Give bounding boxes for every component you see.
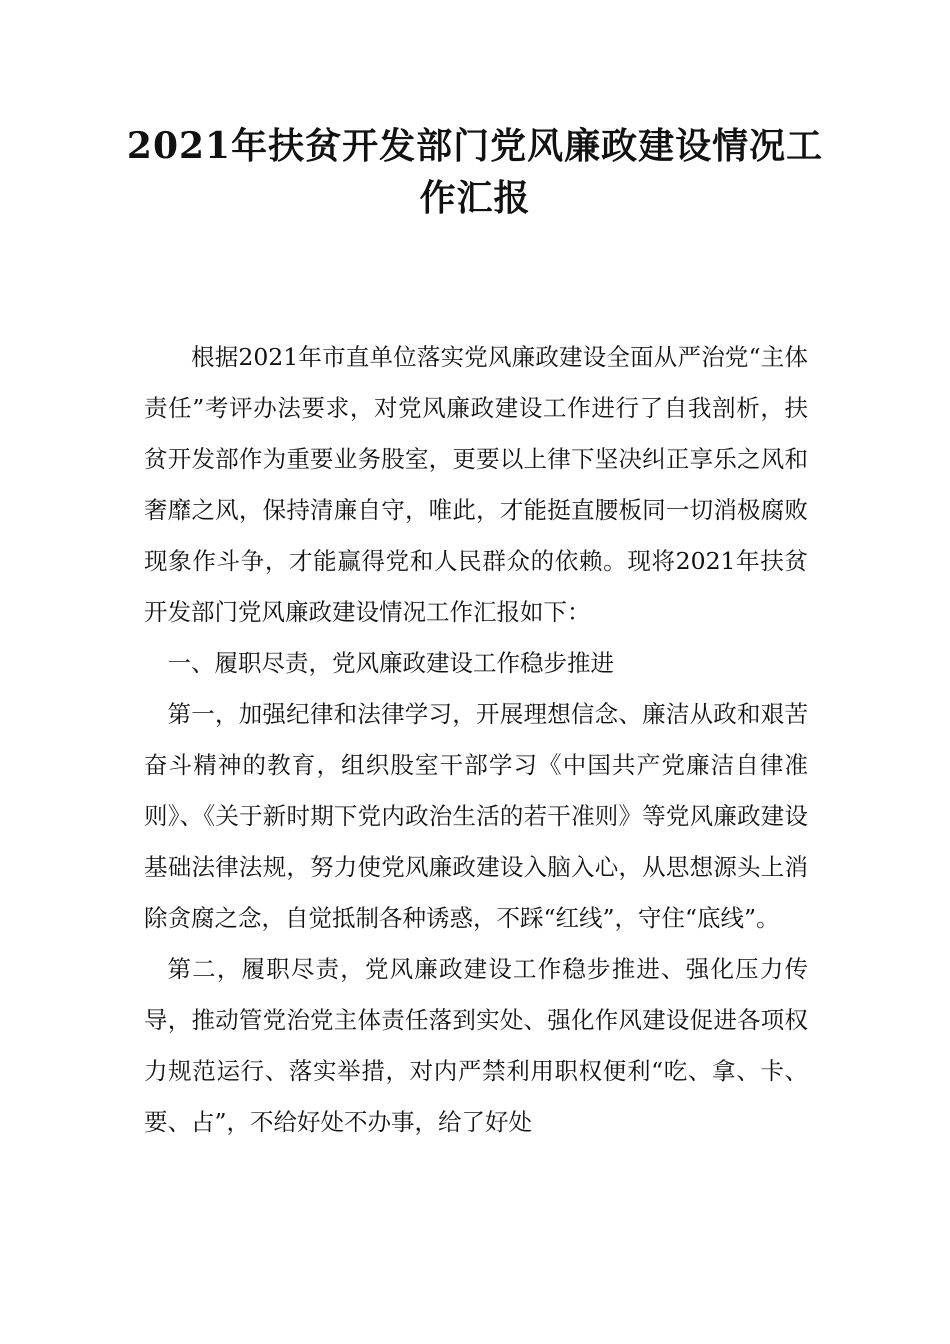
paragraph-first: 第一，加强纪律和法律学习，开展理想信念、廉洁从政和艰苦奋斗精神的教育，组织股室干部学习《中国共产党廉洁自律准则》、《关于新时期下党内政治生活的若干准则》等党风廉政建设基础法律法规，努力使党风廉政建设入脑入心，从思想源头上消除贪腐之念，自觉抵制各种诱惑，不踩“红线”，守住“底线”。 (144, 700, 808, 932)
document-title: 2021年扶贫开发部门党风廉政建设情况工作汇报 (126, 125, 824, 219)
paragraph-intro: 根据2021年市直单位落实党风廉政建设全面从严治党“主体责任”考评办法要求，对党风廉政建设工作进行了自我剖析，扶贫开发部作为重要业务股室，更要以上律下坚决纠正享乐之风和奢靡之风，保持清廉自守，唯此，才能挺直腰板同一切消极腐败现象作斗争，才能赢得党和人民群众的依赖。现将2021年扶贫开发部门党风廉政建设情况工作汇报如下： (144, 343, 808, 626)
section-heading-1: 一、履职尽责，党风廉政建设工作稳步推进 (167, 649, 614, 677)
document-body (144, 332, 808, 1148)
paragraph-second: 第二，履职尽责，党风廉政建设工作稳步推进、强化压力传导，推动管党治党主体责任落到实处、强化作风建设促进各项权力规范运行、落实举措，对内严禁利用职权便利“吃、拿、卡、要、占”，不给好处不办事，给了好处 (144, 955, 808, 1136)
